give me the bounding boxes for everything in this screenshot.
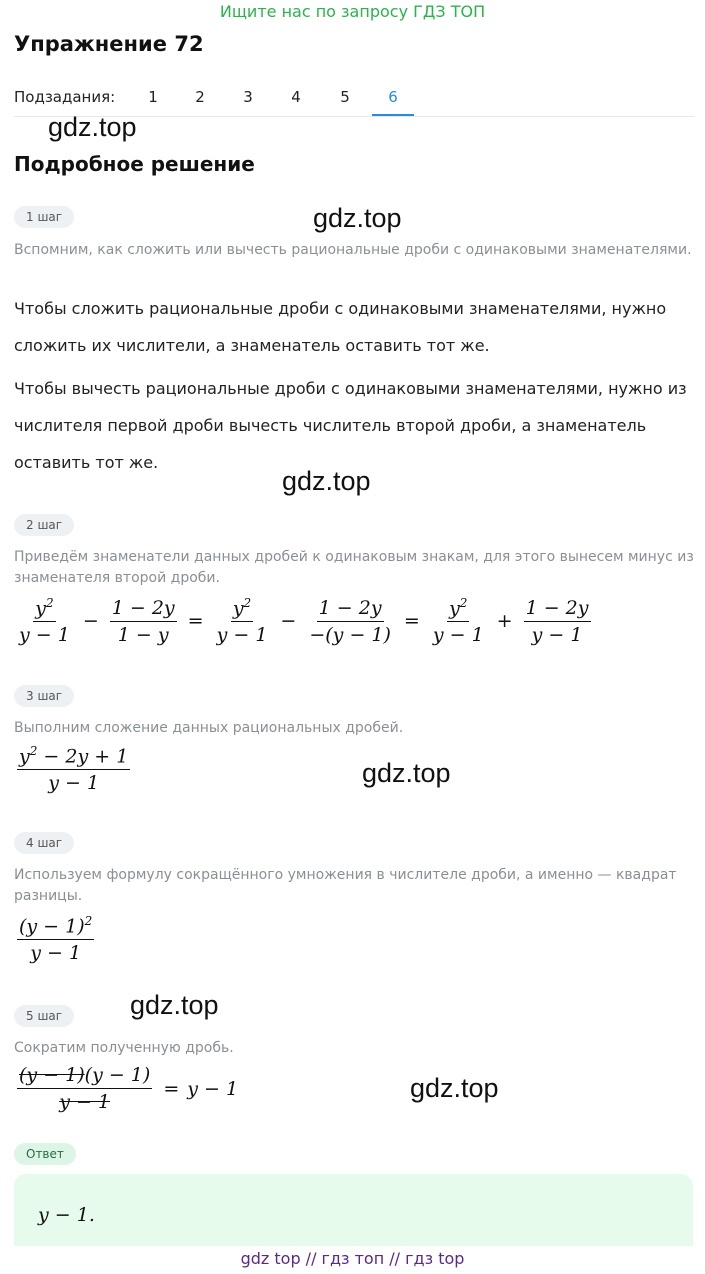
watermark: gdz.top xyxy=(410,1073,499,1103)
step-badge: 1 шаг xyxy=(14,206,74,228)
watermark: gdz.top xyxy=(130,990,219,1020)
subtask-5[interactable]: 5 xyxy=(340,88,350,106)
step-badge: 5 шаг xyxy=(14,1005,74,1027)
page-title: Упражнение 72 xyxy=(14,32,204,56)
step-text: Чтобы сложить рациональные дроби с одинаковыми знаменателями, нужно сложить их числители, а знаменатель оставить тот же. xyxy=(14,299,667,355)
step-hint: Используем формулу сокращённого умножения в числителе дроби, а именно — квадрат разницы. xyxy=(14,867,677,904)
fraction: $\frac{1 - 2y}{-(y - 1)}$ xyxy=(309,596,391,646)
step-badge: 3 шаг xyxy=(14,685,74,707)
watermark: gdz.top xyxy=(362,758,451,788)
subtask-3[interactable]: 3 xyxy=(243,88,253,106)
watermark: gdz.top xyxy=(48,112,137,142)
fraction: $\frac{1 - 2y}{y - 1}$ xyxy=(525,596,589,646)
step-text: Чтобы вычесть рациональные дроби с одинаковыми знаменателями, нужно из числителя первой дроби вычесть числитель второй дроби, а знаменатель оставить тот же. xyxy=(14,379,687,472)
step-badge: 2 шаг xyxy=(14,514,74,536)
answer-badge: Ответ xyxy=(14,1143,76,1165)
fraction: $\frac{(y - 1)(y - 1)}{y - 1}$ xyxy=(19,1064,151,1113)
step-hint: Выполним сложение данных рациональных дробей. xyxy=(14,720,404,736)
search-banner: Ищите нас по запросу ГДЗ ТОП xyxy=(219,2,486,21)
fraction: $\frac{y^2}{y - 1}$ xyxy=(216,596,268,647)
answer-box xyxy=(14,1174,693,1246)
fraction: $\frac{y^2}{y - 1}$ xyxy=(19,596,70,647)
answer-value: y − 1. xyxy=(38,1204,95,1226)
step-badge: 4 шаг xyxy=(14,832,74,854)
formula: $\frac{y^2}{y - 1}$ − $\frac{1 - 2y}{1 - y}$ = $\frac{y^2}{y - 1}$ − $\frac{1 - 2y}{-(y - 1)}$ = $\frac{y^2}{y - 1}$ + $\frac{1 - 2y}{y - 1}$ xyxy=(19,596,589,647)
watermark: gdz.top xyxy=(313,203,402,233)
active-tab-indicator xyxy=(372,114,414,116)
formula xyxy=(14,744,133,794)
step-hint: Вспомним, как сложить или вычесть рациональные дроби с одинаковыми знаменателями. xyxy=(14,242,692,258)
fraction: $\frac{(y - 1)^2}{y - 1}$ xyxy=(19,914,93,965)
watermark: gdz.top xyxy=(282,466,371,496)
subtask-4[interactable]: 4 xyxy=(291,88,301,106)
formula: $\frac{(y - 1)(y - 1)}{y - 1}$ = y − 1 xyxy=(19,1064,239,1113)
fraction: $\frac{y^2 - 2y + 1}{y - 1}$ xyxy=(19,744,129,795)
fraction: $\frac{y^2}{y - 1}$ xyxy=(432,596,484,647)
section-title: Подробное решение xyxy=(14,152,255,176)
subtask-6[interactable]: 6 xyxy=(388,88,398,106)
subtask-1[interactable]: 1 xyxy=(148,88,158,106)
subtasks-label: Подзадания: xyxy=(14,88,116,106)
subtask-2[interactable]: 2 xyxy=(195,88,205,106)
footer-links[interactable]: gdz top // гдз топ // гдз top xyxy=(240,1249,465,1268)
step-hint: Приведём знаменатели данных дробей к одинаковым знакам, для этого вынесем минус из знаменателя второй дроби. xyxy=(14,549,694,586)
formula xyxy=(14,914,97,964)
fraction: $\frac{1 - 2y}{1 - y}$ xyxy=(111,596,175,646)
step-hint: Сократим полученную дробь. xyxy=(14,1040,234,1056)
